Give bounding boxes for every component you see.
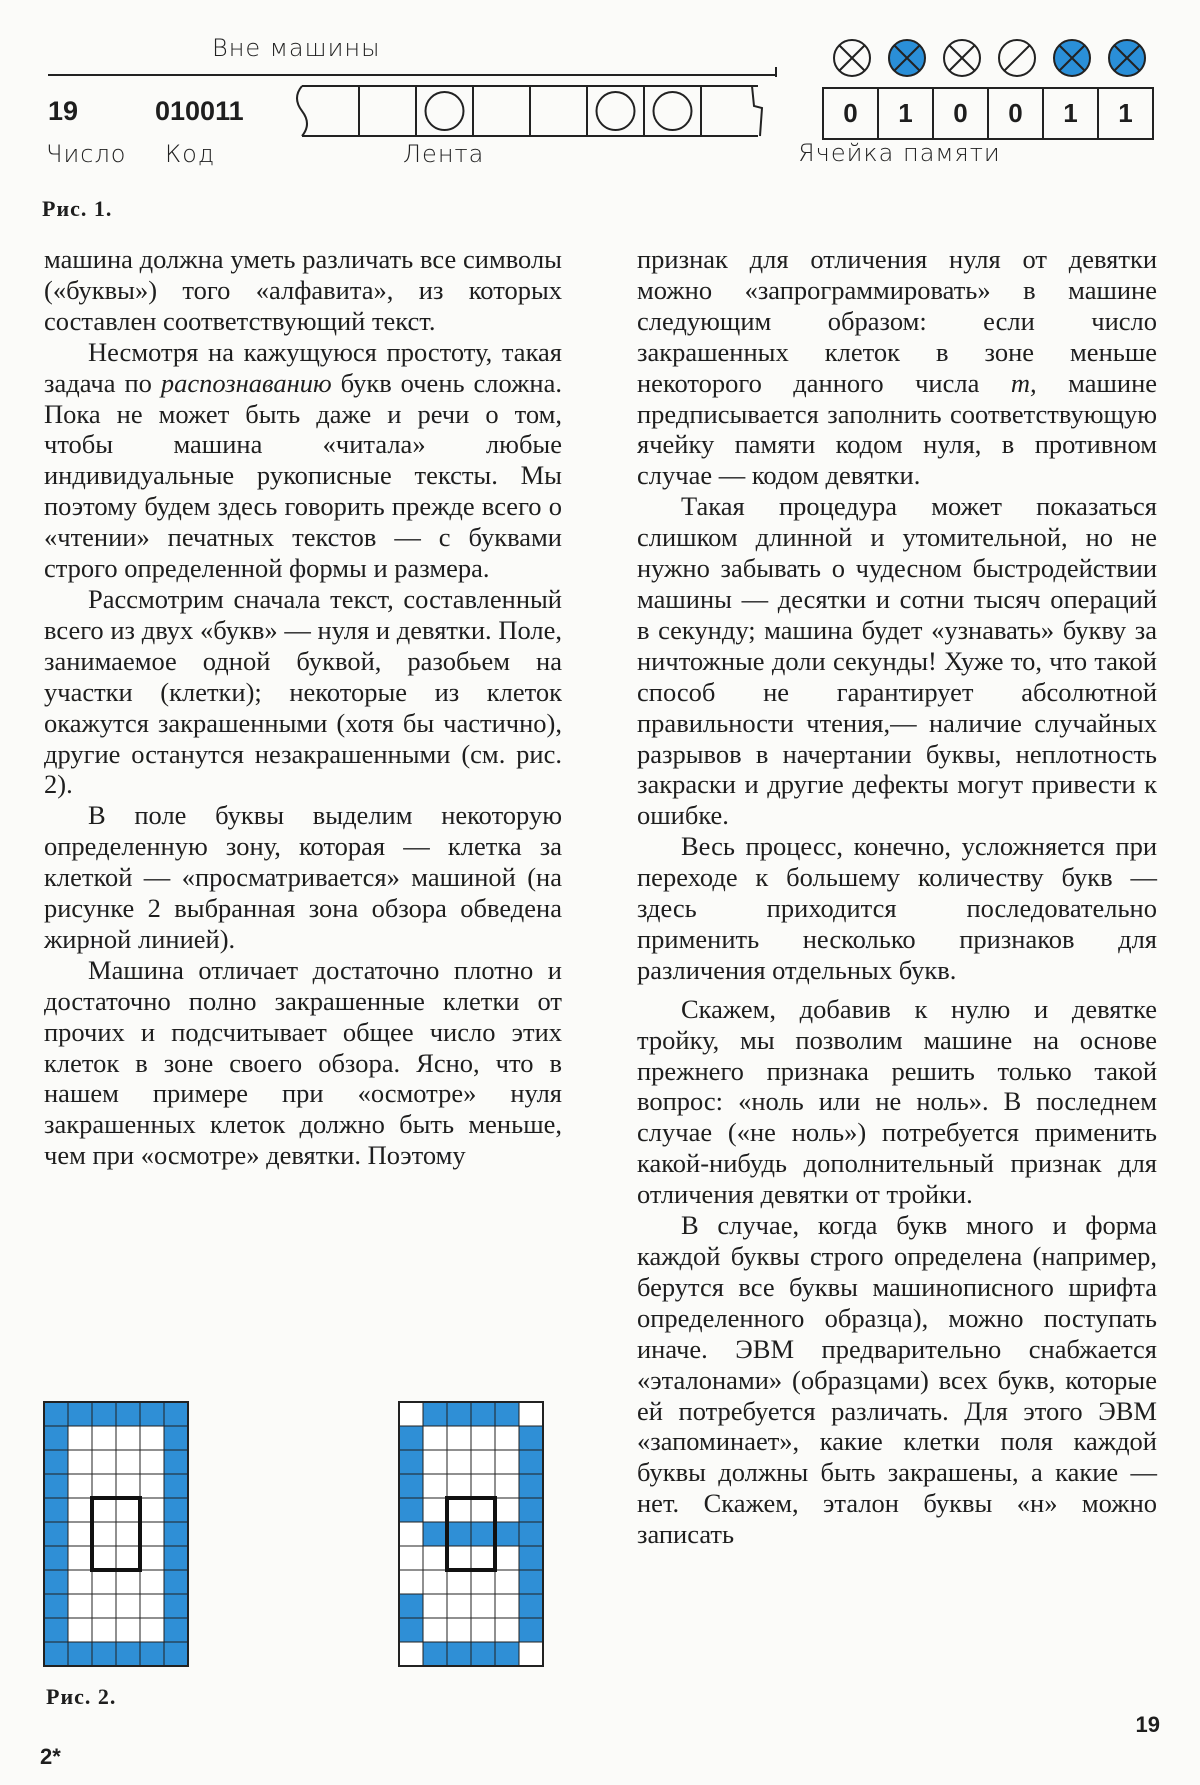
empty-cell	[399, 1546, 423, 1570]
tape-hole	[426, 92, 464, 130]
empty-cell	[92, 1570, 116, 1594]
empty-cell	[116, 1426, 140, 1450]
filled-cell	[423, 1522, 447, 1546]
filled-cell	[471, 1402, 495, 1426]
memory-bit: 1	[1044, 89, 1099, 138]
memory-bit: 0	[934, 89, 989, 138]
empty-cell	[68, 1594, 92, 1618]
left-paragraph-3: Рассмотрим сначала текст, составленный всего из двух «букв» — нуля и девятки. Поле, занимаемое одной буквой, разобьем на участки (клетки); некоторые из клеток окажутся закрашенными (хотя бы частично), другие останутся незакрашенными (см. рис. 2).	[44, 583, 562, 800]
empty-cell	[495, 1498, 519, 1522]
filled-cell	[399, 1498, 423, 1522]
empty-cell	[140, 1426, 164, 1450]
filled-cell	[164, 1426, 188, 1450]
empty-cell	[68, 1426, 92, 1450]
filled-cell	[399, 1450, 423, 1474]
filled-cell	[495, 1402, 519, 1426]
filled-cell	[519, 1498, 543, 1522]
empty-cell	[471, 1594, 495, 1618]
left-paragraph-2: Несмотря на кажущуюся простоту, такая задача по распознаванию букв очень сложна. Пока не может быть даже и речи о том, чтобы машина «читала» любые индивидуальные рукописные тексты. Мы поэтому будем здесь говорить прежде всего о «чтении» печатных текстов — с буквами строго определенной формы и размера.	[44, 336, 562, 584]
empty-cell	[447, 1570, 471, 1594]
code-label: Код	[165, 140, 216, 168]
filled-cell	[68, 1642, 92, 1666]
filled-cell	[471, 1642, 495, 1666]
empty-cell	[116, 1618, 140, 1642]
filled-cell	[116, 1402, 140, 1426]
filled-cell	[92, 1642, 116, 1666]
empty-cell	[68, 1474, 92, 1498]
right-paragraph-5: В случае, когда букв много и форма каждой буквы строго определена (например, берутся все буквы машинописного шрифта определенного образца), можно поступать иначе. ЭВМ предварительно снабжается «эталонами» (образцами) всех букв, которые ей потребуется различать. Для этого ЭВМ «запоминает», какие клетки поля каждой буквы должны быть закрашены, а какие — нет. Скажем, эталон буквы «н» можно записать	[637, 1210, 1157, 1550]
empty-cell	[140, 1522, 164, 1546]
punched-tape	[290, 80, 790, 150]
empty-cell	[495, 1450, 519, 1474]
empty-cell	[116, 1498, 140, 1522]
filled-cell	[44, 1402, 68, 1426]
filled-cell	[399, 1474, 423, 1498]
figure-1-caption: Рис. 1.	[42, 196, 113, 221]
right-paragraph-2: Такая процедура может показаться слишком длинной и утомительной, но не нужно забывать о чудесном быстродействии машины — десятки и сотни тысяч операций в секунду; машина будет «узнавать» букву за ничтожные доли секунды! Хуже то, что такой способ не гарантирует абсолютной правильности чтения,— наличие случайных разрывов в начертании буквы, неплотность закраски и другие дефекты могут привести к ошибке.	[637, 491, 1157, 831]
empty-cell	[140, 1498, 164, 1522]
empty-cell	[140, 1594, 164, 1618]
right-paragraph-1: признак для отличения нуля от девятки можно «запрограммировать» в машине следующим образом: если число закрашенных клеток в зоне меньше некоторого данного числа m, машине предписывается заполнить соответствующую ячейку памяти кодом нуля, в противном случае — кодом девятки.	[637, 244, 1158, 491]
empty-cell	[116, 1522, 140, 1546]
empty-cell	[471, 1618, 495, 1642]
empty-cell	[447, 1546, 471, 1570]
filled-cell	[519, 1594, 543, 1618]
empty-cell	[68, 1618, 92, 1642]
filled-cell	[447, 1642, 471, 1666]
left-paragraph-4: В поле буквы выделим некоторую определенную зону, которая — клетка за клеткой — «просматривается» машиной (на рисунке 2 выбранная зона обзора обведена жирной линией).	[44, 800, 562, 954]
empty-cell	[68, 1498, 92, 1522]
empty-cell	[140, 1546, 164, 1570]
number-label: Число	[46, 140, 127, 168]
filled-cell	[519, 1426, 543, 1450]
empty-cell	[423, 1594, 447, 1618]
number-value: 19	[48, 96, 79, 126]
empty-cell	[92, 1474, 116, 1498]
filled-cell	[68, 1402, 92, 1426]
zero-grid	[42, 1400, 208, 1670]
right-column	[637, 244, 1157, 1550]
filled-cell	[399, 1426, 423, 1450]
empty-cell	[423, 1450, 447, 1474]
filled-cell	[164, 1498, 188, 1522]
empty-cell	[495, 1570, 519, 1594]
filled-cell	[164, 1474, 188, 1498]
empty-cell	[116, 1450, 140, 1474]
empty-cell	[471, 1426, 495, 1450]
empty-cell	[92, 1498, 116, 1522]
filled-cell	[140, 1402, 164, 1426]
empty-cell	[399, 1570, 423, 1594]
filled-cell	[519, 1474, 543, 1498]
empty-cell	[68, 1450, 92, 1474]
empty-cell	[447, 1594, 471, 1618]
empty-cell	[423, 1618, 447, 1642]
empty-cell	[116, 1594, 140, 1618]
filled-cell	[447, 1402, 471, 1426]
empty-cell	[495, 1474, 519, 1498]
filled-cell	[399, 1618, 423, 1642]
tape-right-end	[752, 86, 762, 136]
tape-hole	[597, 92, 635, 130]
empty-cell	[423, 1570, 447, 1594]
empty-cell	[399, 1522, 423, 1546]
empty-cell	[447, 1426, 471, 1450]
filled-cell	[44, 1426, 68, 1450]
filled-cell	[164, 1522, 188, 1546]
figure-1	[0, 0, 1200, 230]
indicator-lamp-on	[1105, 36, 1149, 80]
memory-cell	[822, 87, 1154, 140]
empty-cell	[68, 1522, 92, 1546]
empty-cell	[519, 1642, 543, 1666]
filled-cell	[164, 1642, 188, 1666]
empty-cell	[140, 1450, 164, 1474]
filled-cell	[519, 1618, 543, 1642]
empty-cell	[471, 1474, 495, 1498]
empty-cell	[140, 1570, 164, 1594]
empty-cell	[92, 1594, 116, 1618]
empty-cell	[471, 1450, 495, 1474]
empty-cell	[423, 1498, 447, 1522]
empty-cell	[471, 1498, 495, 1522]
empty-cell	[423, 1546, 447, 1570]
empty-cell	[447, 1474, 471, 1498]
empty-cell	[68, 1570, 92, 1594]
empty-cell	[423, 1426, 447, 1450]
indicator-lamp-off	[940, 36, 984, 80]
indicator-lamp-off	[995, 36, 1039, 80]
filled-cell	[44, 1642, 68, 1666]
empty-cell	[140, 1474, 164, 1498]
filled-cell	[44, 1474, 68, 1498]
filled-cell	[495, 1642, 519, 1666]
memory-bit: 0	[824, 89, 879, 138]
filled-cell	[471, 1522, 495, 1546]
filled-cell	[519, 1522, 543, 1546]
filled-cell	[44, 1450, 68, 1474]
page-number: 19	[1135, 1712, 1160, 1737]
empty-cell	[92, 1546, 116, 1570]
empty-cell	[68, 1546, 92, 1570]
empty-cell	[92, 1450, 116, 1474]
filled-cell	[44, 1522, 68, 1546]
left-paragraph-5: Машина отличает достаточно плотно и достаточно полно закрашенные клетки от прочих и подсчитывает общее число этих клеток в зоне своего обзора. Ясно, что в нашем примере при «осмотре» нуля закрашенных клеток должно быть меньше, чем при «осмотре» девятки. Поэтому	[44, 954, 562, 1171]
filled-cell	[140, 1642, 164, 1666]
filled-cell	[164, 1618, 188, 1642]
left-paragraph-1: машина должна уметь различать все символы («буквы») того «алфавита», из которых составлен соответствующий текст.	[44, 244, 562, 336]
empty-cell	[92, 1618, 116, 1642]
tape-left-end	[297, 86, 307, 136]
signature-mark: 2*	[40, 1744, 61, 1769]
empty-cell	[495, 1594, 519, 1618]
filled-cell	[164, 1594, 188, 1618]
memory-bit: 1	[1118, 98, 1133, 128]
empty-cell	[447, 1498, 471, 1522]
empty-cell	[116, 1474, 140, 1498]
filled-cell	[423, 1402, 447, 1426]
empty-cell	[447, 1450, 471, 1474]
right-paragraph-3: Весь процесс, конечно, усложняется при переходе к большему количеству букв — здесь приходится последовательно применить несколько признаков для различения отдельных букв.	[637, 831, 1157, 985]
empty-cell	[116, 1570, 140, 1594]
filled-cell	[519, 1450, 543, 1474]
filled-cell	[116, 1642, 140, 1666]
filled-cell	[44, 1546, 68, 1570]
empty-cell	[495, 1618, 519, 1642]
nine-grid	[397, 1400, 563, 1670]
empty-cell	[140, 1618, 164, 1642]
filled-cell	[44, 1594, 68, 1618]
filled-cell	[44, 1618, 68, 1642]
empty-cell	[471, 1570, 495, 1594]
filled-cell	[519, 1570, 543, 1594]
tape-hole	[654, 92, 692, 130]
filled-cell	[447, 1522, 471, 1546]
filled-cell	[399, 1594, 423, 1618]
figure-2-caption: Рис. 2.	[46, 1684, 117, 1709]
empty-cell	[495, 1546, 519, 1570]
empty-cell	[92, 1426, 116, 1450]
empty-cell	[423, 1474, 447, 1498]
empty-cell	[399, 1642, 423, 1666]
tape-label: Лента	[403, 140, 485, 168]
left-column	[44, 244, 562, 1171]
memory-bit: 0	[989, 89, 1044, 138]
empty-cell	[116, 1546, 140, 1570]
empty-cell	[495, 1426, 519, 1450]
empty-cell	[447, 1618, 471, 1642]
filled-cell	[164, 1402, 188, 1426]
empty-cell	[92, 1522, 116, 1546]
filled-cell	[164, 1546, 188, 1570]
filled-cell	[423, 1642, 447, 1666]
indicator-lamp-on	[885, 36, 929, 80]
memory-bit: 1	[879, 89, 934, 138]
indicator-lamp-on	[1050, 36, 1094, 80]
filled-cell	[495, 1522, 519, 1546]
filled-cell	[92, 1402, 116, 1426]
outside-machine-label: Вне машины	[212, 34, 381, 62]
right-paragraph-4: Скажем, добавив к нулю и девятке тройку, мы позволим машине на основе прежнего признака решить только такой вопрос: «ноль или не ноль». В последнем случае («не ноль») потребуется применить какой-нибудь дополнительный признак для отличения девятки от тройки.	[637, 993, 1157, 1210]
filled-cell	[164, 1450, 188, 1474]
filled-cell	[519, 1546, 543, 1570]
filled-cell	[44, 1570, 68, 1594]
filled-cell	[164, 1570, 188, 1594]
empty-cell	[519, 1402, 543, 1426]
empty-cell	[399, 1402, 423, 1426]
indicator-lamp-off	[830, 36, 874, 80]
memory-label: Ячейка памяти	[798, 139, 1001, 167]
code-value: 010011	[155, 96, 244, 126]
filled-cell	[44, 1498, 68, 1522]
empty-cell	[471, 1546, 495, 1570]
